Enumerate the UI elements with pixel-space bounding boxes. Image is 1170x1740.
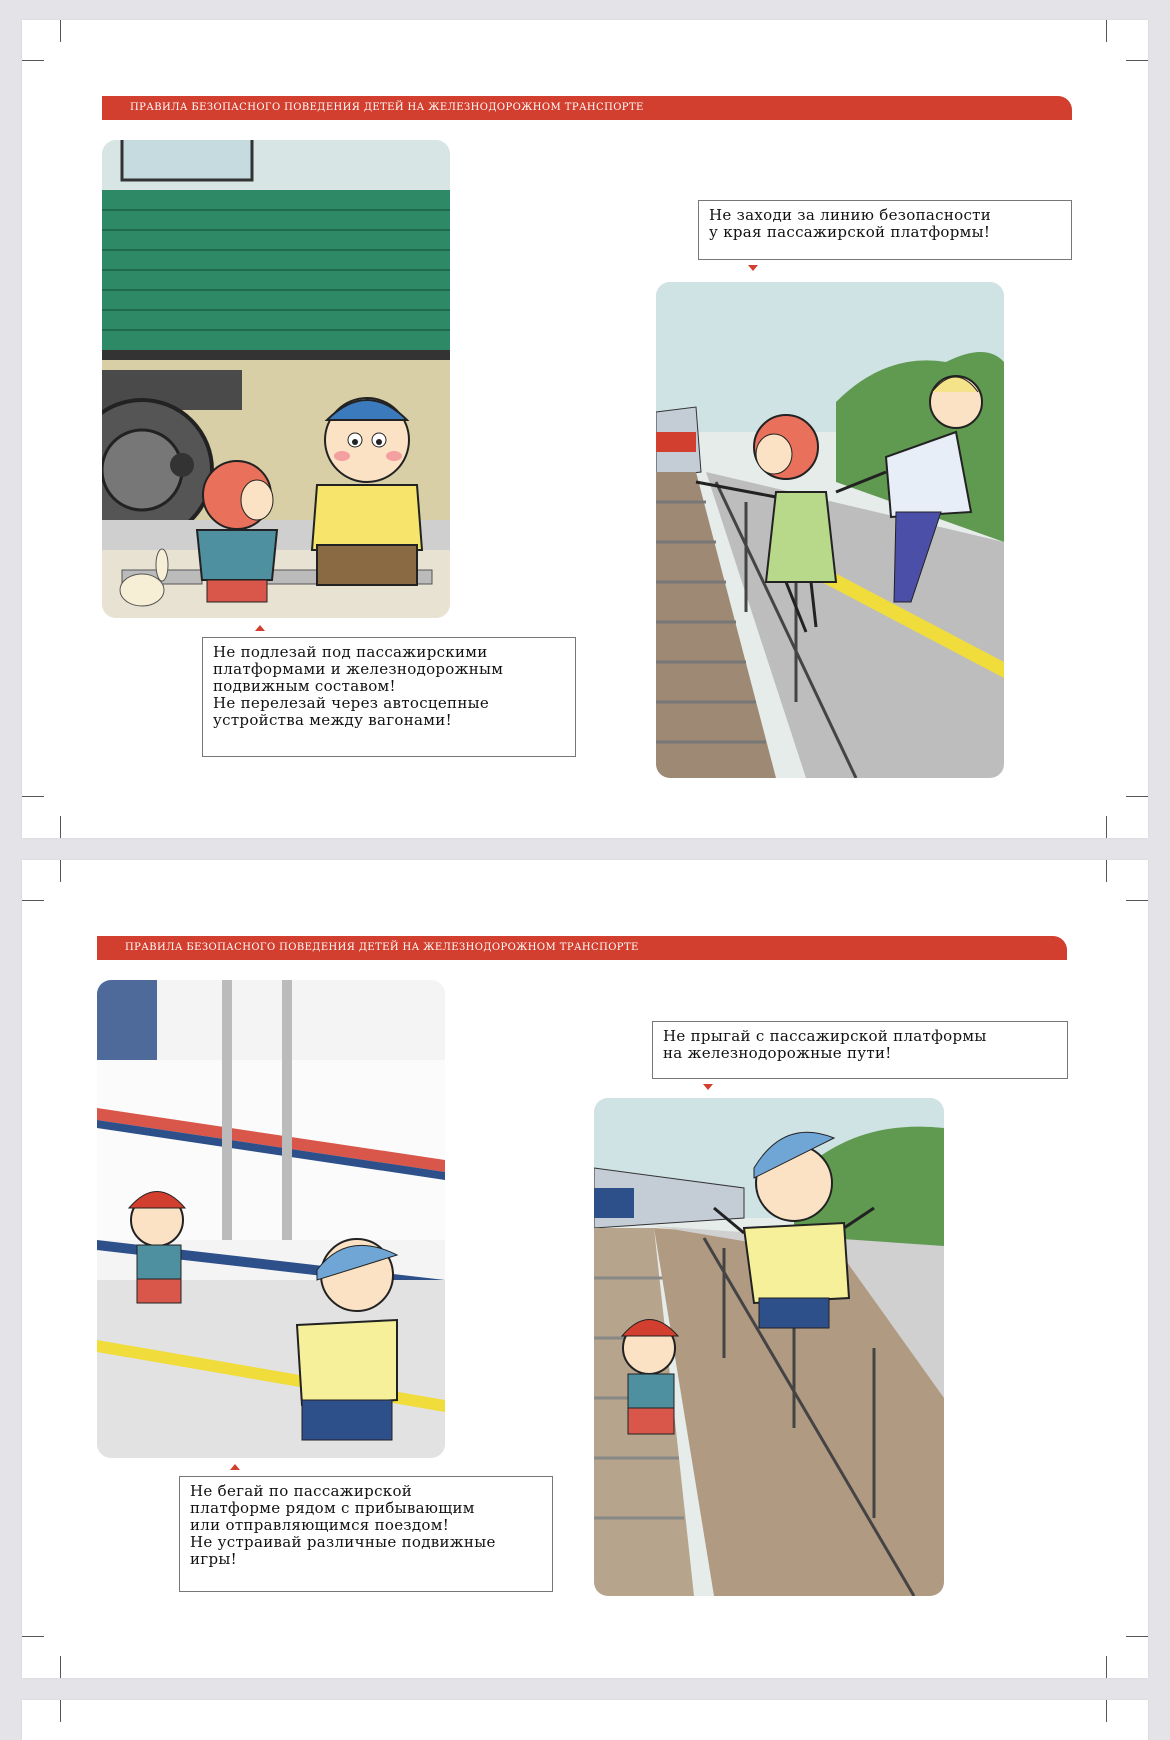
caption-pointer [703,1084,713,1090]
rule-caption-safety-line [698,200,1072,260]
children-jumping-off-platform-illustration [594,1098,944,1596]
caption-line: платформами и железнодорожным [213,660,504,678]
caption-line: Не перелезай через автосцепные [213,694,490,712]
children-at-platform-edge-illustration [656,282,1004,778]
crop-mark [60,816,61,838]
crop-mark [60,1656,61,1678]
caption-line: Не устраивай различные подвижные [190,1533,496,1551]
crop-mark [1106,20,1107,42]
brochure-page-1 [22,20,1148,838]
caption-line: Не прыгай с пассажирской платформы [663,1027,987,1045]
crop-mark [22,1636,44,1637]
crop-mark [1106,860,1107,882]
page-banner: ПРАВИЛА БЕЗОПАСНОГО ПОВЕДЕНИЯ ДЕТЕЙ НА ЖЕЛЕЗНОДОРОЖНОМ ТРАНСПОРТЕ [97,936,1067,960]
caption-line: Не заходи за линию безопасности [709,206,992,224]
caption-line: на железнодорожные пути! [663,1044,892,1062]
caption-line: устройства между вагонами! [213,711,452,729]
caption-line: у края пассажирской платформы! [709,223,991,241]
caption-line: платформе рядом с прибывающим [190,1499,475,1517]
crop-mark [60,1700,61,1722]
crop-mark [22,60,44,61]
crop-mark [1126,796,1148,797]
crop-mark [1106,1700,1107,1722]
rule-caption-running [179,1476,553,1592]
crop-mark [1106,816,1107,838]
children-under-train-illustration [102,140,450,618]
crop-mark [1126,60,1148,61]
caption-pointer [230,1464,240,1470]
crop-mark [1106,1656,1107,1678]
brochure-page-3-partial [22,1700,1148,1740]
caption-line: игры! [190,1550,237,1568]
children-running-on-platform-illustration [97,980,445,1458]
caption-line: Не подлезай под пассажирскими [213,643,488,661]
page-banner: ПРАВИЛА БЕЗОПАСНОГО ПОВЕДЕНИЯ ДЕТЕЙ НА ЖЕЛЕЗНОДОРОЖНОМ ТРАНСПОРТЕ [102,96,1072,120]
crop-mark [1126,1636,1148,1637]
crop-mark [60,860,61,882]
caption-line: подвижным составом! [213,677,396,695]
caption-pointer [748,265,758,271]
caption-line: или отправляющимся поездом! [190,1516,450,1534]
crop-mark [22,900,44,901]
rule-caption-jumping [652,1021,1068,1079]
crop-mark [1126,900,1148,901]
caption-line: Не бегай по пассажирской [190,1482,413,1500]
crop-mark [60,20,61,42]
brochure-page-2 [22,860,1148,1678]
rule-caption-under-train [202,637,576,757]
caption-pointer [255,625,265,631]
crop-mark [22,796,44,797]
